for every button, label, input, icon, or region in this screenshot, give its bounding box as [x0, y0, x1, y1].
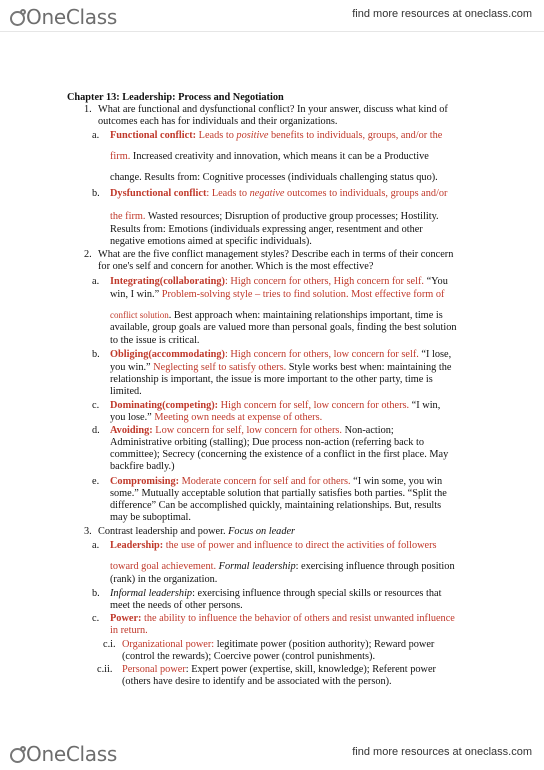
q2c-line2: you lose.” Meeting own needs at expense of others.: [110, 412, 323, 423]
footer-resources-link[interactable]: find more resources at oneclass.com: [352, 746, 532, 758]
q1a-line2: firm. Increased creativity and innovation, which means it can be a Productive: [110, 151, 429, 162]
oneclass-logo[interactable]: OneClass: [10, 5, 117, 29]
q3ci-marker: c.i.: [103, 639, 116, 650]
q2-line1: What are the five conflict management styles? Describe each in terms of their concern: [98, 249, 454, 260]
q2d-line4: backfire badly.): [110, 461, 175, 472]
q2b-line3: relationship is important, the issue is more important to the other party, time is: [110, 374, 433, 385]
q2b-line1: Obliging(accommodating): High concern for others, low concern for self. “I lose,: [110, 349, 452, 360]
q2a-line3: conflict solution. Best approach when: maintaining relationships important, time is: [110, 310, 443, 321]
q3a-line1: Leadership: the use of power and influence to direct the activities of followers: [110, 540, 437, 551]
q3-number: 3.: [84, 526, 92, 537]
q3a-line3: (rank) in the organization.: [110, 574, 218, 585]
q2e-line1: Compromising: Moderate concern for self and for others. “I win some, you win: [110, 476, 443, 487]
q1a-marker: a.: [92, 130, 100, 141]
q2a-line5: to the issue is critical.: [110, 335, 200, 346]
q1a-line1: Functional conflict: Leads to positive benefits to individuals, groups, and/or the: [110, 130, 443, 141]
q1b-line4: negative emotions aimed at specific individuals).: [110, 236, 312, 247]
q1b-line3: Results from: Emotions (individuals expressing anger, resentment and other: [110, 224, 423, 235]
q2d-line2: Administrative orbiting (stalling); Due process non-action (referring back to: [110, 437, 424, 448]
logo-icon: [10, 748, 25, 763]
q3cii-line1: Personal power: Expert power (expertise, skill, knowledge); Referent power: [122, 664, 436, 675]
page-title: Chapter 13: Leadership: Process and Negotiation: [67, 92, 284, 103]
page-footer: [0, 740, 544, 770]
q2-number: 2.: [84, 249, 92, 260]
q2a-line4: available, group goals are valued more than personal goals, finding the best solution: [110, 322, 457, 333]
q2d-marker: d.: [92, 425, 100, 436]
q1b-line2: the firm. Wasted resources; Disruption of productive group processes; Hostility.: [110, 211, 439, 222]
q3c-line2: in return.: [110, 625, 148, 636]
q2b-marker: b.: [92, 349, 100, 360]
q1-line2: outcomes each has for individuals and their organizations.: [98, 116, 338, 127]
q3ci-line2: (control the rewards); Coercive power (control punishments).: [122, 651, 376, 662]
q2e-marker: e.: [92, 476, 100, 487]
q3ci-line1: Organizational power: legitimate power (position authority); Reward power: [122, 639, 435, 650]
q2-line2: for one's self and concern for another. Which is the most effective?: [98, 261, 374, 272]
q2a-line2: win, I win.” Problem-solving style – tries to find solution. Most effective form of: [110, 289, 445, 300]
q2c-marker: c.: [92, 400, 100, 411]
q3a-line2: toward goal achievement. Formal leadership: exercising influence through position: [110, 561, 455, 572]
q2b-line2: you win.” Neglecting self to satisfy others. Style works best when: maintaining the: [110, 362, 452, 373]
q3c-marker: c.: [92, 613, 100, 624]
q2a-marker: a.: [92, 276, 100, 287]
q3b-marker: b.: [92, 588, 100, 599]
q1-number: 1.: [84, 104, 92, 115]
q2c-line1: Dominating(competing): High concern for self, low concern for others. “I win,: [110, 400, 441, 411]
q3a-marker: a.: [92, 540, 100, 551]
q3cii-marker: c.ii.: [97, 664, 113, 675]
q2b-line4: limited.: [110, 386, 142, 397]
q3c-line1: Power: the ability to influence the behavior of others and resist unwanted influence: [110, 613, 455, 624]
q2e-line3: difference” Can be accomplished quickly, maintaining relationships. But, results: [110, 500, 442, 511]
q1b-marker: b.: [92, 188, 100, 199]
q2e-line2: some.” Mutually acceptable solution that partially satisfies both parties. “Split the: [110, 488, 447, 499]
q2a-line1: Integrating(collaborating): High concern for others, High concern for self. “You: [110, 276, 448, 287]
q3-line1: Contrast leadership and power. Focus on leader: [98, 526, 296, 537]
q1-line1: What are functional and dysfunctional conflict? In your answer, discuss what kind of: [98, 104, 448, 115]
q3cii-line2: (others have desire to identify and be associated with the person).: [122, 676, 392, 687]
oneclass-logo-footer[interactable]: OneClass: [10, 742, 117, 766]
q2d-line3: committee); Secrecy (concerning the existence of a conflict in the first place. May: [110, 449, 449, 460]
q1a-line3: change. Results from: Cognitive processes (individuals challenging status quo).: [110, 172, 438, 183]
q2d-line1: Avoiding: Low concern for self, low concern for others. Non-action;: [110, 425, 394, 436]
q3b-line2: meet the needs of other persons.: [110, 600, 243, 611]
header-resources-link[interactable]: find more resources at oneclass.com: [352, 8, 532, 20]
q1b-line1: Dysfunctional conflict: Leads to negative outcomes to individuals, groups and/or: [110, 188, 448, 199]
q3b-line1: Informal leadership: exercising influence through special skills or resources that: [110, 588, 442, 599]
q2e-line4: may be suboptimal.: [110, 512, 191, 523]
